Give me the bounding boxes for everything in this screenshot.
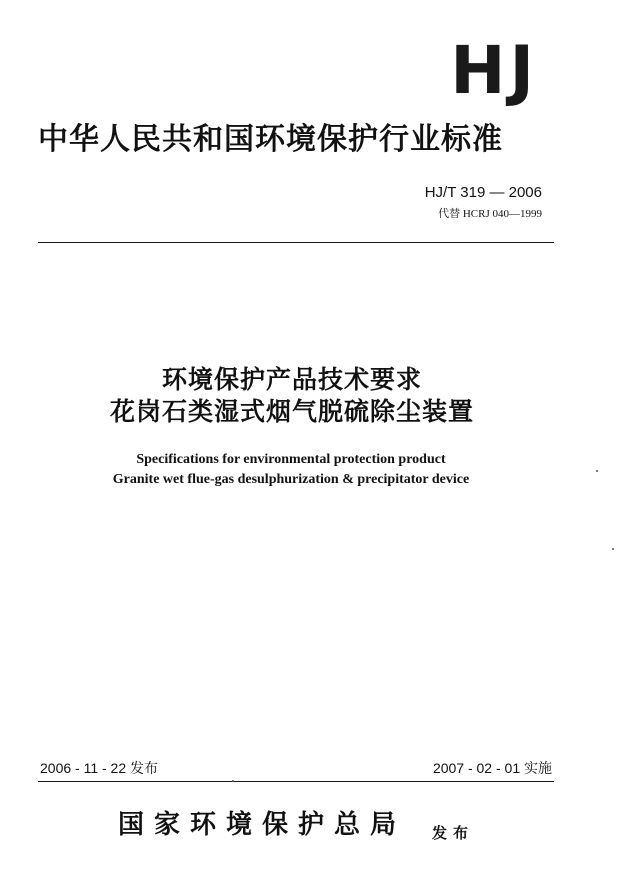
top-divider [38,242,554,243]
scan-speck [612,548,614,550]
hj-logo: HJ [450,32,538,109]
publish-label: 发布 [432,824,475,842]
issuing-authority: 国家环境保护总局 [118,810,407,840]
title-zh-line-1: 环境保护产品技术要求 [161,365,422,394]
scan-speck [596,470,598,472]
standard-number: HJ/T 319 — 2006 [424,184,542,201]
scan-speck [232,780,234,782]
title-en-line-1: Specifications for environmental protection product [136,452,446,467]
replaces-standard: 代替 HCRJ 040—1999 [438,208,542,220]
standard-category-title: 中华人民共和国环境保护行业标准 [38,122,503,157]
issue-date: 2006 - 11 - 22 发布 [40,760,159,776]
effective-date: 2007 - 02 - 01 实施 [432,760,552,776]
title-en-line-2: Granite wet flue-gas desulphurization & precipitator device [112,472,470,487]
bottom-divider [38,781,554,782]
title-zh-line-2: 花岗石类湿式烟气脱硫除尘装置 [109,397,474,426]
